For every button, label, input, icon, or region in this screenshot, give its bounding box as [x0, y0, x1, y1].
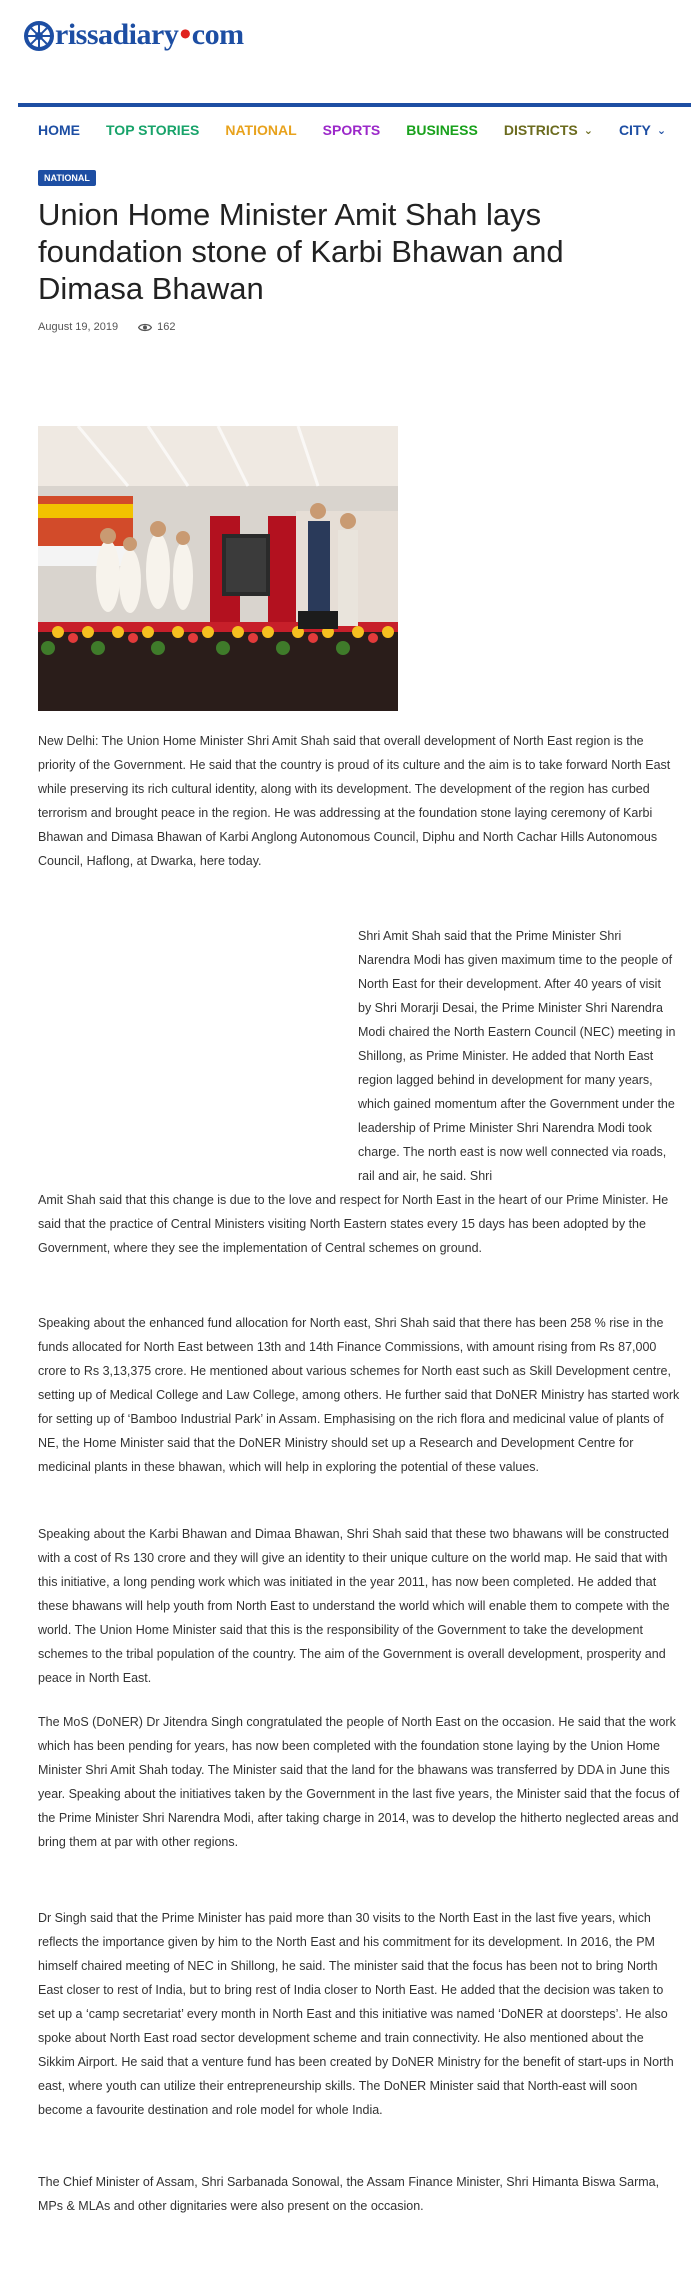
ceremony-photo — [38, 426, 398, 711]
article-date: August 19, 2019 — [38, 321, 119, 333]
nav-item-business[interactable] — [406, 122, 478, 138]
nav-item-districts[interactable] — [504, 122, 593, 138]
article-paragraph: Dr Singh said that the Prime Minister has paid more than 30 visits to the North East in the last five years, which reflects the importance given by him to the North East and his commitment for its development. In 2016, the PM himself chaired meeting of NEC in Shillong, he said. The minister said that the focus has been not to bring North East closer to rest of India, but to bring rest of India closer to North East. He added that the decision was taken to set up a ‘camp secretariat’ every month in North East and this initiative was named ‘DoNER at doorsteps’. He also spoke about North East road sector development scheme and train connectivity. He also mentioned about the Sikkim Airport. He said that a venture fund has been created by DoNER Ministry for the benefit of start-ups in North east, where youth can utilize their entrepreneurship skills. The DoNER Minister said that North-east will soon become a favourite destination and role model for whole India. — [38, 1911, 674, 2117]
article-meta — [38, 321, 678, 333]
article-paragraph: The MoS (DoNER) Dr Jitendra Singh congratulated the people of North East on the occasion. He said that the work which has been pending for years, has now been completed with the foundation stone laying by the Union Home Minister Shri Amit Shah today. The Minister said that the land for the bhawans was transferred by DDA in June this year. Speaking about the initiatives taken by the Government in the last five years, the Minister said that the focus of the Prime Minister Shri Narendra Modi, after taking charge in 2014, was to develop the hitherto neglected areas and bring them at par with other regions. — [38, 1715, 680, 1849]
view-count — [138, 321, 175, 333]
nav-item-national[interactable] — [225, 122, 296, 138]
article-image[interactable] — [38, 426, 398, 711]
site-logo[interactable] — [24, 18, 244, 52]
nav-label: BUSINESS — [406, 122, 478, 138]
article-title: Union Home Minister Amit Shah lays foundation stone of Karbi Bhawan and Dimasa Bhawan — [38, 197, 564, 306]
nav-label: SPORTS — [322, 122, 381, 138]
nav-label: DISTRICTS — [503, 122, 578, 138]
article-paragraph: The Chief Minister of Assam, Shri Sarbanada Sonowal, the Assam Finance Minister, Shri Himanta Biswa Sarma, MPs & MLAs and other dignitaries were also present on the occasion. — [38, 2175, 660, 2213]
view-count-value: 162 — [157, 321, 176, 333]
site-header — [0, 0, 691, 100]
article-header — [38, 168, 678, 333]
chevron-down-icon: ⌄ — [656, 124, 667, 137]
nav-label: NATIONAL — [225, 122, 297, 138]
eye-icon — [138, 323, 152, 332]
nav-label: CITY — [618, 122, 651, 138]
article-paragraph: Speaking about the enhanced fund allocation for North east, Shri Shah said that there has been 258 % rise in the funds allocated for North East between 13th and 14th Finance Commissions, with amount rising from Rs 87,000 crore to Rs 3,13,375 crore. He mentioned about various schemes for North east such as Skill Development centre, setting up of Medical College and Law College, among others. He further said that DoNER Ministry has started work for setting up of ‘Bamboo Industrial Park’ in Assam. Emphasising on the rich flora and medicinal value of plants of NE, the Home Minister said that the DoNER Ministry should set up a Research and Development Centre for medicinal plants in these bhawan, which will help in exploring the potential of these values. — [38, 1316, 680, 1474]
nav-item-top-stories[interactable] — [106, 122, 199, 138]
nav-item-sports[interactable] — [323, 122, 381, 138]
logo-dot: • — [179, 16, 191, 53]
logo-text-main: rissadiary — [55, 18, 179, 51]
article-paragraph: Amit Shah said that this change is due to the love and respect for North East in the heart of our Prime Minister. He said that the practice of Central Ministers visiting North Eastern states every 15 days has been adopted by the Government, where they see the implementation of Central schemes on ground. — [38, 1193, 669, 1255]
category-badge[interactable]: NATIONAL — [38, 170, 96, 186]
article-paragraph: Speaking about the Karbi Bhawan and Dimaa Bhawan, Shri Shah said that these two bhawans will be constructed with a cost of Rs 130 crore and they will give an identity to their unique culture on the world map. He said that with this initiative, a long pending work which was initiated in the year 2011, has now been completed. He added that these bhawans will help youth from North East to understand the world which will enable them to compete with the world. The Union Home Minister said that this is the responsibility of the Government to take the development schemes to the tribal population of the country. The aim of the Government is overall development, prosperity and peace in North East. — [38, 1527, 670, 1685]
logo-text-suffix: com — [191, 18, 244, 51]
wheel-icon — [24, 21, 54, 51]
article-paragraph: New Delhi: The Union Home Minister Shri Amit Shah said that overall development of North East region is the priority of the Government. He said that the country is proud of its culture and the aim is to take forward North East while preserving its rich cultural identity, along with its development. The development of the region has curbed terrorism and brought peace in the region. He was addressing at the foundation stone laying ceremony of Karbi Bhawan and Dimasa Bhawan of Karbi Anglong Autonomous Council, Diphu and North Cachar Hills Autonomous Council, Haflong, at Dwarka, here today. — [38, 734, 671, 868]
main-nav — [18, 103, 691, 153]
nav-label: HOME — [38, 122, 80, 138]
nav-label: TOP STORIES — [106, 122, 200, 138]
nav-item-home[interactable] — [38, 122, 80, 138]
chevron-down-icon: ⌄ — [583, 124, 593, 137]
nav-item-city[interactable] — [619, 122, 666, 138]
article-paragraph: Shri Amit Shah said that the Prime Minister Shri Narendra Modi has given maximum time to the people of North East for their development. After 40 years of visit by Shri Morarji Desai, the Prime Minister Shri Narendra Modi chaired the North Eastern Council (NEC) meeting in Shillong, as Prime Minister. He added that North East region lagged behind in development for many years, which gained momentum after the Government under the leadership of Prime Minister Shri Narendra Modi took charge. The north east is now well connected via roads, rail and air, he said. Shri — [358, 929, 676, 1183]
